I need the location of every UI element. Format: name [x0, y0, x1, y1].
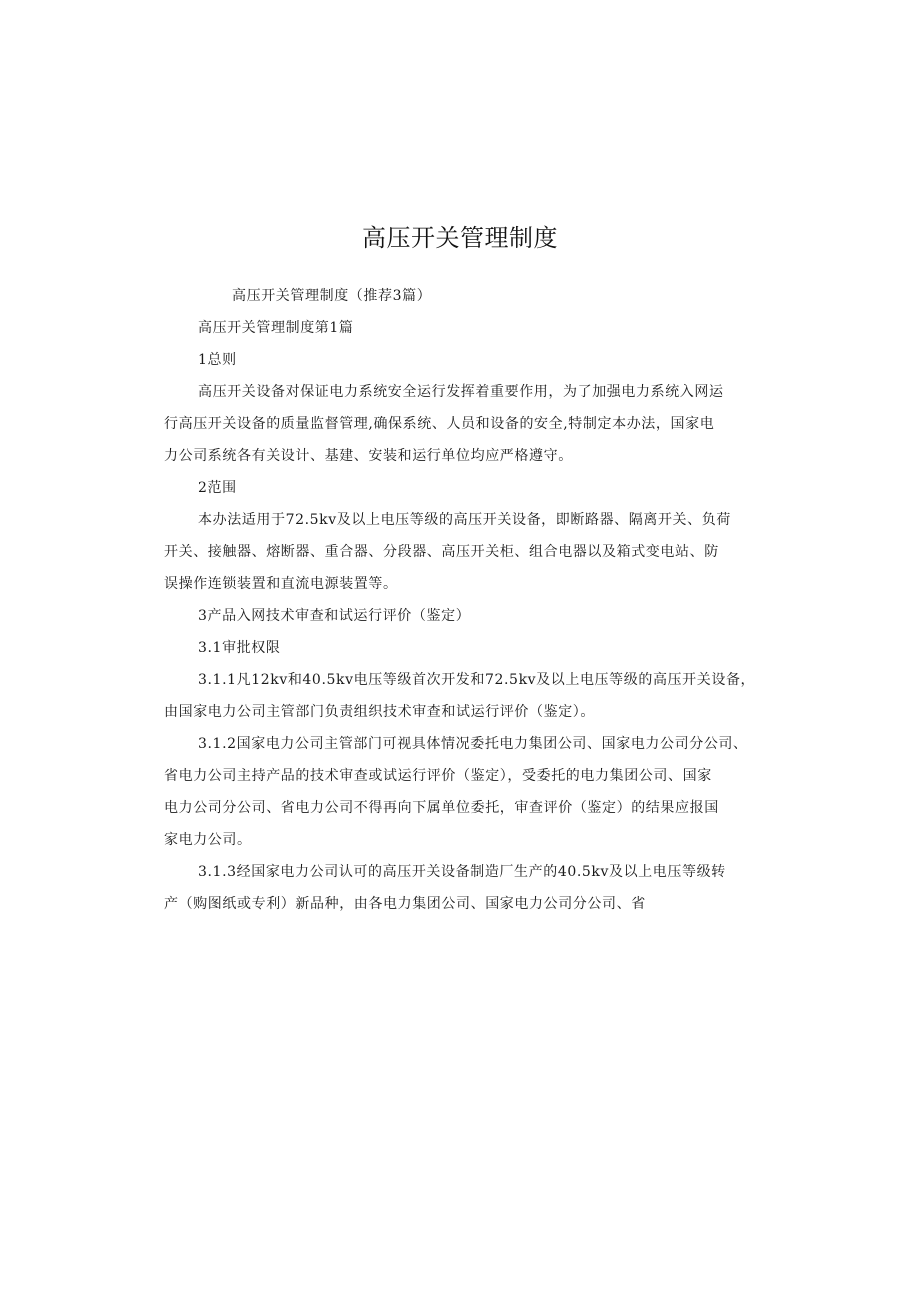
paragraph-line: 3.1.2国家电力公司主管部门可视具体情况委托电力集团公司、国家电力公司分公司、 — [198, 736, 748, 752]
part-heading: 高压开关管理制度第1篇 — [198, 320, 354, 336]
section-heading-3: 3产品入网技术审查和试运行评价（鉴定） — [198, 608, 471, 624]
paragraph-line: 高压开关设备对保证电力系统安全运行发挥着重要作用，为了加强电力系统入网运 — [198, 384, 724, 400]
paragraph-line: 力公司系统各有关设计、基建、安装和运行单位均应严格遵守。 — [164, 448, 573, 464]
paragraph-line: 3.1.3经国家电力公司认可的高压开关设备制造厂生产的40.5kv及以上电压等级转 — [198, 864, 726, 880]
paragraph-line: 省电力公司主持产品的技术审查或试运行评价（鉴定），受委托的电力集团公司、国家 — [164, 768, 712, 784]
paragraph-line: 误操作连锁装置和直流电源装置等。 — [164, 576, 398, 592]
page-title: 高压开关管理制度 — [362, 224, 558, 252]
subtitle: 高压开关管理制度（推荐3篇） — [232, 288, 432, 304]
paragraph-line: 家电力公司。 — [164, 832, 252, 848]
paragraph-line: 3.1.1凡12kv和40.5kv电压等级首次开发和72.5kv及以上电压等级的高压开关设备， — [198, 672, 756, 688]
paragraph-line: 由国家电力公司主管部门负责组织技术审查和试运行评价（鉴定）。 — [164, 704, 595, 720]
paragraph-line: 电力公司分公司、省电力公司不得再向下属单位委托，审查评价（鉴定）的结果应报国 — [164, 800, 719, 816]
paragraph-line: 产（购图纸或专利）新品种，由各电力集团公司、国家电力公司分公司、省 — [164, 896, 646, 912]
section-heading-3-1: 3.1审批权限 — [198, 640, 281, 656]
paragraph-line: 开关、接触器、熔断器、重合器、分段器、高压开关柜、组合电器以及箱式变电站、防 — [164, 544, 719, 560]
section-heading-1: 1总则 — [198, 352, 237, 368]
paragraph-line: 行高压开关设备的质量监督管理,确保系统、人员和设备的安全,特制定本办法，国家电 — [164, 416, 715, 432]
document-body — [164, 280, 764, 920]
paragraph-line: 本办法适用于72.5kv及以上电压等级的高压开关设备，即断路器、隔离开关、负荷 — [198, 512, 731, 528]
section-heading-2: 2范围 — [198, 480, 237, 496]
